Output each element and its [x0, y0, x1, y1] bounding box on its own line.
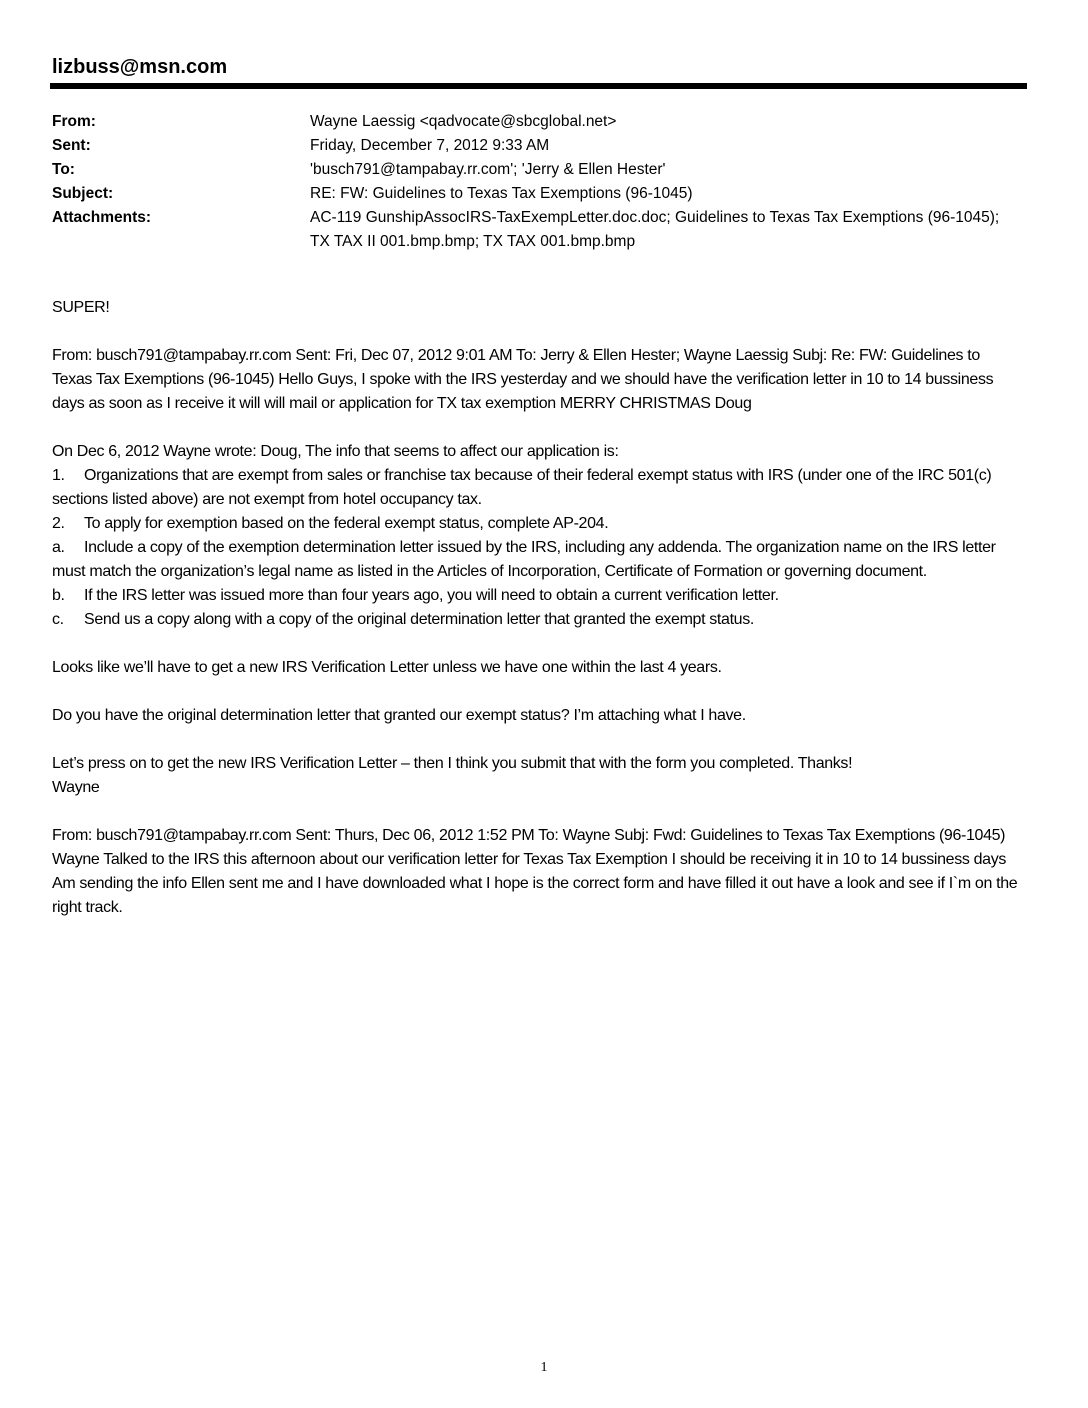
sent-label: Sent:: [52, 137, 91, 154]
quoted-message-original: From: busch791@tampabay.rr.com Sent: Thurs, Dec 06, 2012 1:52 PM To: Wayne Subj: Fwd: Guidelines to Texas Tax Exemptions (96-1045) Wayne Talked to the IRS this afternoon about our verification letter for Texas Tax Exemption I should be receiving it in 10 to 14 bussiness days Am sending the info Ellen sent me and I have downloaded what I hope is the correct form and have filled it out have a look and see if I`m on the right track.: [52, 827, 1018, 916]
attachments-value: AC-119 GunshipAssocIRS-TaxExempLetter.doc.doc; Guidelines to Texas Tax Exemptions (96-1045); TX TAX II 001.bmp.bmp; TX TAX 001.bmp.bmp: [310, 209, 1000, 250]
sent-value: Friday, December 7, 2012 9:33 AM: [310, 137, 550, 154]
sent-row: [52, 134, 1012, 158]
paragraph-press-on: Let’s press on to get the new IRS Verification Letter – then I think you submit that with the form you completed. Thanks!: [52, 755, 853, 772]
list-text: Send us a copy along with a copy of the original determination letter that granted the exempt status.: [84, 611, 754, 628]
guidelines-list: [52, 464, 1018, 632]
list-item: [52, 536, 1018, 584]
quoted-intro: On Dec 6, 2012 Wayne wrote: Doug, The info that seems to affect our application is:: [52, 443, 619, 460]
from-value: Wayne Laessig <qadvocate@sbcglobal.net>: [310, 113, 617, 130]
greeting: SUPER!: [52, 299, 110, 316]
subject-value: RE: FW: Guidelines to Texas Tax Exemptions (96-1045): [310, 185, 693, 202]
to-row: [52, 158, 1012, 182]
list-marker: a.: [52, 539, 65, 556]
signature: Wayne: [52, 779, 100, 796]
list-item: [52, 584, 1018, 608]
from-label: From:: [52, 113, 96, 130]
list-text: If the IRS letter was issued more than four years ago, you will need to obtain a current verification letter.: [84, 587, 779, 604]
from-row: [52, 110, 1012, 134]
header-rule: [50, 83, 1027, 89]
list-marker: c.: [52, 611, 64, 628]
list-marker: 1.: [52, 467, 65, 484]
attachments-row: [52, 206, 1012, 254]
list-text: Include a copy of the exemption determination letter issued by the IRS, including any addenda. The organization name on the IRS letter must match the organization’s legal name as listed in the Articles of Incorporation, Certificate of Formation or governing document.: [52, 539, 996, 580]
list-text: Organizations that are exempt from sales or franchise tax because of their federal exempt status with IRS (under one of the IRC 501(c) sections listed above) are not exempt from hotel occupancy tax.: [52, 467, 992, 508]
paragraph-question: Do you have the original determination letter that granted our exempt status? I’m attaching what I have.: [52, 707, 746, 724]
mailbox-owner: lizbuss@msn.com: [52, 56, 228, 78]
subject-label: Subject:: [52, 185, 114, 202]
page-number: 1: [540, 1360, 548, 1375]
subject-row: [52, 182, 1012, 206]
quoted-message-doug: From: busch791@tampabay.rr.com Sent: Fri, Dec 07, 2012 9:01 AM To: Jerry & Ellen Hester; Wayne Laessig Subj: Re: FW: Guidelines to Texas Tax Exemptions (96-1045) Hello Guys, I spoke with the IRS yesterday and we should have the verification letter in 10 to 14 bussiness days as soon as I receive it will will mail or application for TX tax exemption MERRY CHRISTMAS Doug: [52, 347, 994, 412]
email-header: [52, 110, 1012, 254]
email-body: [52, 296, 1018, 944]
list-item: [52, 464, 1018, 512]
to-value: 'busch791@tampabay.rr.com'; 'Jerry & Ellen Hester': [310, 161, 666, 178]
attachments-label: Attachments:: [52, 209, 152, 226]
list-text: To apply for exemption based on the federal exempt status, complete AP-204.: [84, 515, 609, 532]
list-marker: 2.: [52, 515, 65, 532]
paragraph-new-letter: Looks like we’ll have to get a new IRS Verification Letter unless we have one within the last 4 years.: [52, 659, 722, 676]
to-label: To:: [52, 161, 75, 178]
list-marker: b.: [52, 587, 65, 604]
list-item: [52, 608, 1018, 632]
list-item: [52, 512, 1018, 536]
